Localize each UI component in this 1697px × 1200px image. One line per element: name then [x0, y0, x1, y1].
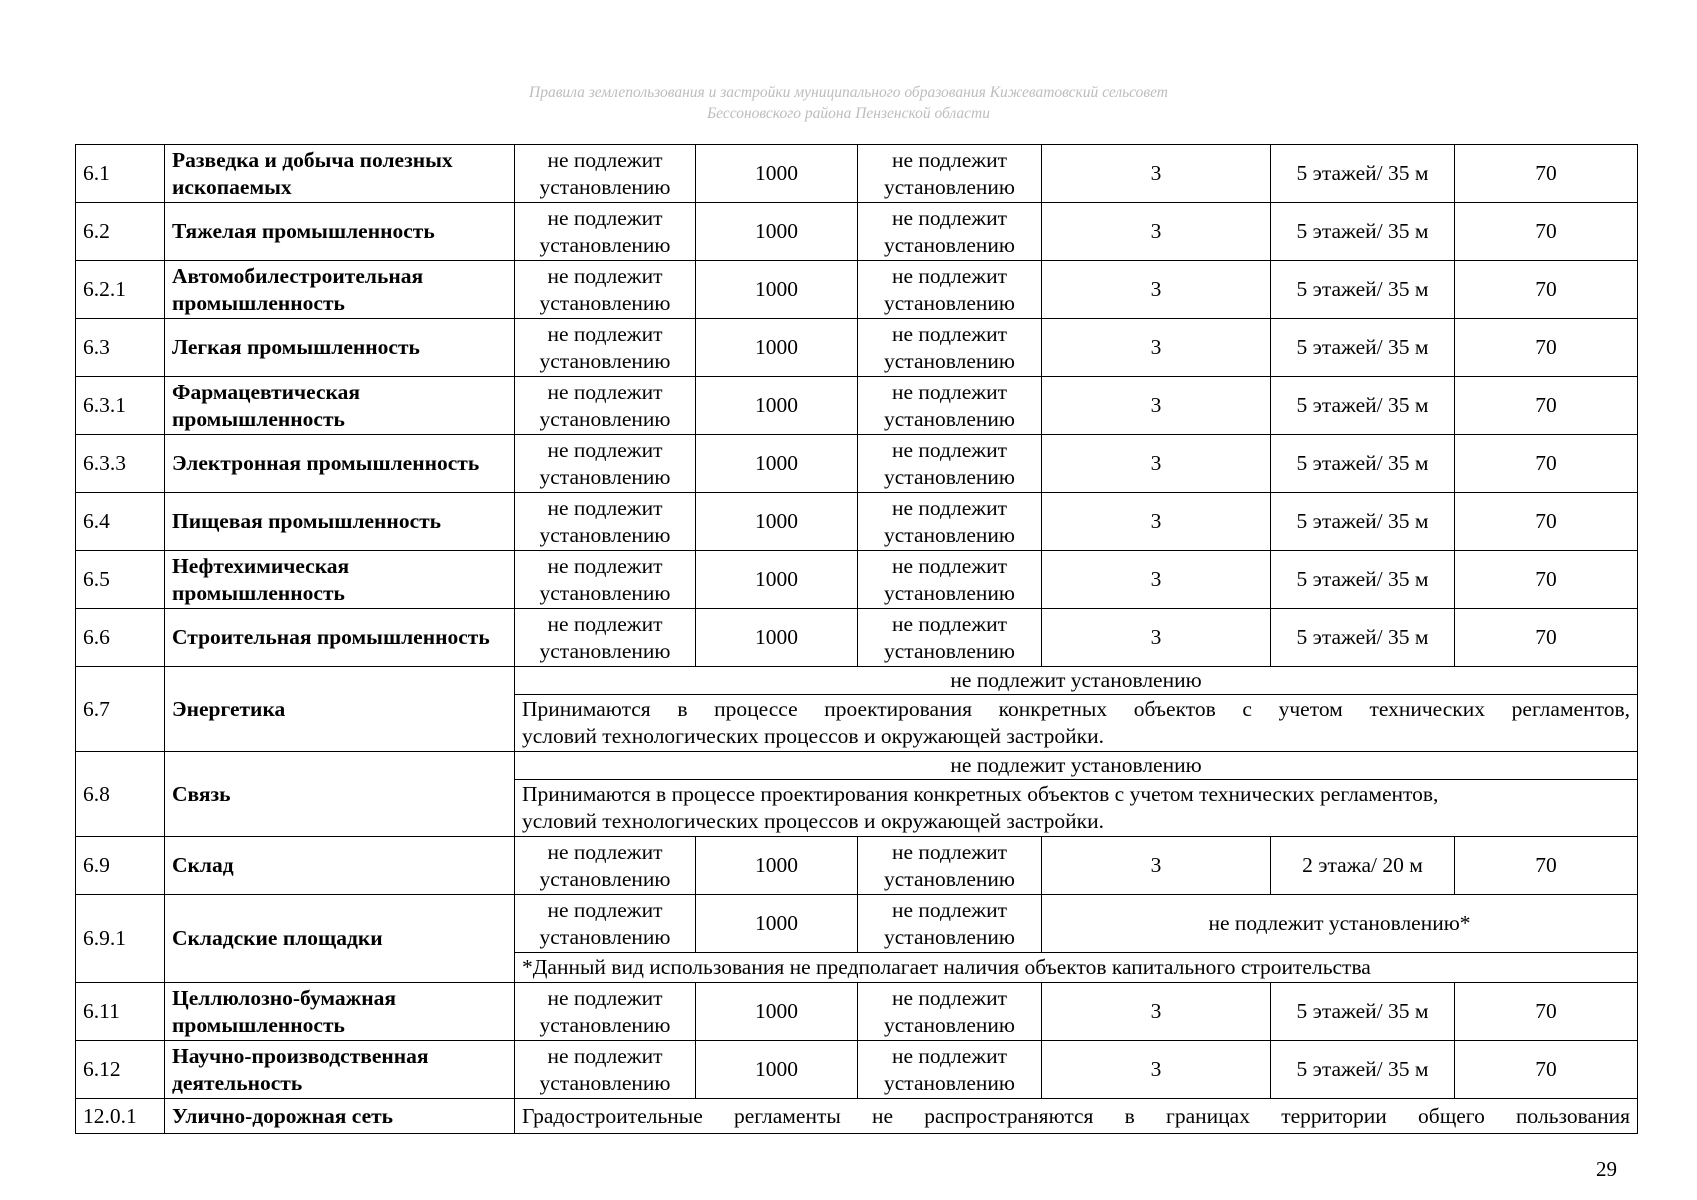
cell-value: не подлежит установлению [858, 493, 1042, 551]
row-name: Автомобилестроительная промышленность [165, 261, 515, 319]
cell-value: 3 [1042, 203, 1271, 261]
cell-value: 1000 [696, 837, 858, 895]
cell-value: 70 [1455, 145, 1638, 203]
cell-value: 5 этажей/ 35 м [1271, 609, 1455, 667]
cell-value: 70 [1455, 203, 1638, 261]
cell-value: 1000 [696, 983, 858, 1041]
cell-value: не подлежит установлению [858, 435, 1042, 493]
table-row [76, 261, 1638, 319]
footnote: *Данный вид использования не предполагает наличия объектов капитального строительства [515, 953, 1638, 983]
row-name: Складские площадки [165, 895, 515, 983]
row-code: 6.9.1 [76, 895, 165, 983]
table-row [76, 609, 1638, 667]
merged-value: не подлежит установлению [515, 752, 1638, 780]
cell-value: 5 этажей/ 35 м [1271, 435, 1455, 493]
cell-value: 70 [1455, 377, 1638, 435]
table-row-communication [76, 752, 1638, 780]
cell-value: не подлежит установлению [858, 551, 1042, 609]
table-row [76, 319, 1638, 377]
cell-value: 3 [1042, 261, 1271, 319]
merged-value: не подлежит установлению* [1042, 895, 1638, 953]
cell-value: не подлежит установлению [515, 435, 696, 493]
cell-value: не подлежит установлению [515, 551, 696, 609]
table-row [76, 983, 1638, 1041]
cell-value: не подлежит установлению [515, 493, 696, 551]
cell-value: не подлежит установлению [515, 377, 696, 435]
table-row [76, 377, 1638, 435]
cell-value: 70 [1455, 983, 1638, 1041]
cell-value: 1000 [696, 319, 858, 377]
cell-value: 70 [1455, 551, 1638, 609]
cell-value: не подлежит установлению [515, 1041, 696, 1099]
merged-note-line-1: Принимаются в процессе проектирования конкретных объектов с учетом технических регламентов, [522, 782, 1439, 806]
row-code: 6.4 [76, 493, 165, 551]
page-header [0, 82, 1697, 124]
cell-value: 3 [1042, 609, 1271, 667]
row-code: 6.7 [76, 667, 165, 752]
cell-value: не подлежит установлению [858, 145, 1042, 203]
cell-value: не подлежит установлению [858, 895, 1042, 953]
row-name: Связь [165, 752, 515, 837]
row-name: Энергетика [165, 667, 515, 752]
cell-value: 1000 [696, 493, 858, 551]
row-code: 6.11 [76, 983, 165, 1041]
row-name: Разведка и добыча полезных ископаемых [165, 145, 515, 203]
row-name: Легкая промышленность [165, 319, 515, 377]
cell-value: 1000 [696, 895, 858, 953]
cell-value: 70 [1455, 319, 1638, 377]
row-name: Фармацевтическая промышленность [165, 377, 515, 435]
row-code: 6.3.1 [76, 377, 165, 435]
merged-note-line-2: условий технологических процессов и окружающей застройки. [522, 724, 1104, 748]
cell-value: 1000 [696, 145, 858, 203]
row-code: 12.0.1 [76, 1099, 165, 1134]
cell-value: не подлежит установлению [858, 319, 1042, 377]
row-name: Тяжелая промышленность [165, 203, 515, 261]
cell-value: 3 [1042, 493, 1271, 551]
cell-value: не подлежит установлению [515, 319, 696, 377]
row-code: 6.6 [76, 609, 165, 667]
row-code: 6.12 [76, 1041, 165, 1099]
cell-value: 5 этажей/ 35 м [1271, 261, 1455, 319]
cell-value: не подлежит установлению [858, 1041, 1042, 1099]
row-name: Строительная промышленность [165, 609, 515, 667]
table-row [76, 493, 1638, 551]
table-row [76, 435, 1638, 493]
cell-value: 1000 [696, 261, 858, 319]
cell-value: 3 [1042, 983, 1271, 1041]
row-name: Целлюлозно-бумажная промышленность [165, 983, 515, 1041]
merged-note [515, 695, 1638, 752]
cell-value: 1000 [696, 435, 858, 493]
table-row-storage-areas [76, 895, 1638, 953]
cell-value: 5 этажей/ 35 м [1271, 319, 1455, 377]
cell-value: 70 [1455, 435, 1638, 493]
cell-value: не подлежит установлению [858, 983, 1042, 1041]
cell-value: 70 [1455, 1041, 1638, 1099]
row-name: Электронная промышленность [165, 435, 515, 493]
cell-value: не подлежит установлению [515, 895, 696, 953]
header-line-1: Правила землепользования и застройки муниципального образования Кижеватовский сельсовет [529, 84, 1168, 101]
cell-value: 70 [1455, 609, 1638, 667]
row-name: Склад [165, 837, 515, 895]
cell-value: 1000 [696, 609, 858, 667]
cell-value: 3 [1042, 837, 1271, 895]
page-number: 29 [1596, 1157, 1617, 1181]
cell-value: 3 [1042, 145, 1271, 203]
cell-value: 3 [1042, 319, 1271, 377]
row-name: Научно-производственная деятельность [165, 1041, 515, 1099]
merged-note [515, 780, 1638, 837]
cell-value: не подлежит установлению [515, 203, 696, 261]
cell-value: не подлежит установлению [858, 203, 1042, 261]
cell-value: не подлежит установлению [858, 837, 1042, 895]
merged-note-line-2: условий технологических процессов и окружающей застройки. [522, 809, 1104, 833]
row-code: 6.3 [76, 319, 165, 377]
table-row [76, 203, 1638, 261]
cell-value: 5 этажей/ 35 м [1271, 493, 1455, 551]
row-name: Улично-дорожная сеть [165, 1099, 515, 1134]
cell-value: 2 этажа/ 20 м [1271, 837, 1455, 895]
table-row-warehouse [76, 837, 1638, 895]
cell-value: 1000 [696, 377, 858, 435]
row-code: 6.8 [76, 752, 165, 837]
cell-value: 3 [1042, 551, 1271, 609]
cell-value: не подлежит установлению [515, 983, 696, 1041]
cell-value: не подлежит установлению [515, 837, 696, 895]
table-row-street [76, 1099, 1638, 1134]
cell-value: не подлежит установлению [515, 145, 696, 203]
cell-value: 1000 [696, 203, 858, 261]
cell-value: не подлежит установлению [858, 377, 1042, 435]
row-code: 6.2.1 [76, 261, 165, 319]
cell-value: 70 [1455, 261, 1638, 319]
table-row [76, 1041, 1638, 1099]
cell-value: 5 этажей/ 35 м [1271, 145, 1455, 203]
cell-value: 70 [1455, 493, 1638, 551]
cell-value: не подлежит установлению [515, 261, 696, 319]
row-code: 6.3.3 [76, 435, 165, 493]
cell-value: не подлежит установлению [858, 609, 1042, 667]
row-code: 6.2 [76, 203, 165, 261]
merged-note-line-1: Принимаются в процессе проектирования конкретных объектов с учетом технических регламентов, [522, 697, 1630, 721]
regulations-table [75, 144, 1638, 1134]
header-line-2: Бессоновского района Пензенской области [707, 105, 990, 122]
table-row-energetics [76, 667, 1638, 695]
cell-value: 3 [1042, 435, 1271, 493]
row-name: Нефтехимическая промышленность [165, 551, 515, 609]
cell-value: 1000 [696, 1041, 858, 1099]
cell-value: 5 этажей/ 35 м [1271, 203, 1455, 261]
table-row [76, 551, 1638, 609]
row-code: 6.9 [76, 837, 165, 895]
cell-value: 5 этажей/ 35 м [1271, 377, 1455, 435]
cell-value: 1000 [696, 551, 858, 609]
merged-value: не подлежит установлению [515, 667, 1638, 695]
row-name: Пищевая промышленность [165, 493, 515, 551]
cell-value: 5 этажей/ 35 м [1271, 551, 1455, 609]
cell-value: не подлежит установлению [858, 261, 1042, 319]
cell-value: 3 [1042, 1041, 1271, 1099]
row-code: 6.5 [76, 551, 165, 609]
cell-value: не подлежит установлению [515, 609, 696, 667]
cell-value: 5 этажей/ 35 м [1271, 1041, 1455, 1099]
cell-value: 70 [1455, 837, 1638, 895]
table-row [76, 145, 1638, 203]
row-code: 6.1 [76, 145, 165, 203]
cell-value: 3 [1042, 377, 1271, 435]
cell-value: 5 этажей/ 35 м [1271, 983, 1455, 1041]
merged-note: Градостроительные регламенты не распространяются в границах территории общего пользования [515, 1099, 1638, 1134]
